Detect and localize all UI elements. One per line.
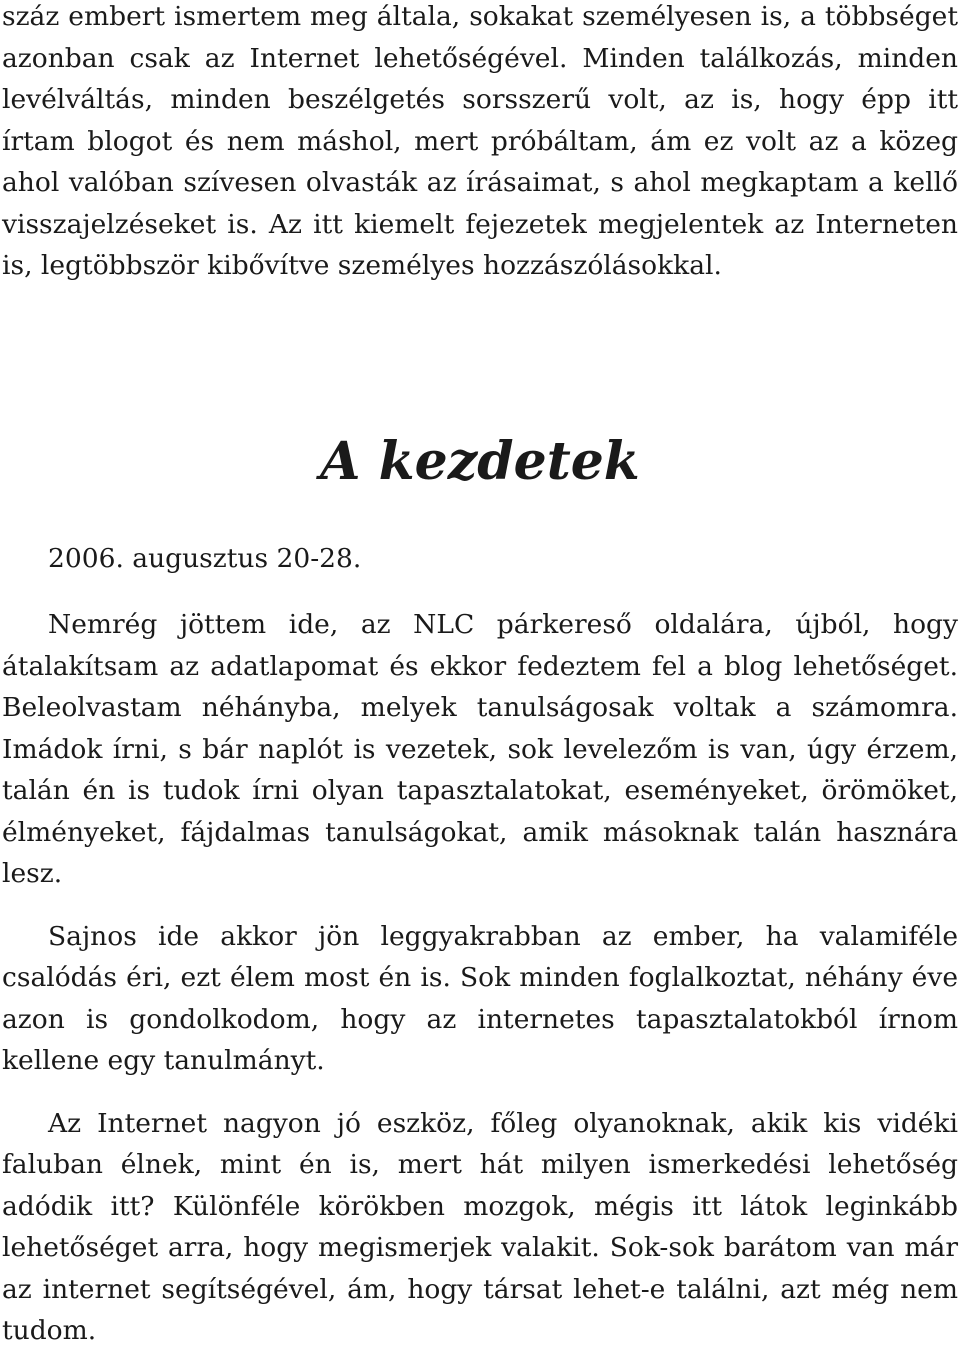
intro-section (2, 0, 958, 287)
body-paragraph-1: Nemrég jöttem ide, az NLC párkereső oldalára, újból, hogy átalakítsam az adatlapomat és ekkor fedeztem fel a blog lehetőséget. Beleolvastam néhányba, melyek tanulságosak voltak a számomra. Imádok írni, s bár naplót is vezetek, sok levelezőm is van, úgy érzem, talán én is tudok írni olyan tapasztalatokat, eseményeket, örömöket, élményeket, fájdalmas tanulságokat, amik másoknak talán hasznára lesz. (2, 609, 958, 889)
body-paragraph-3: Az Internet nagyon jó eszköz, főleg olyanoknak, akik kis vidéki faluban élnek, mint én is, mert hát milyen ismerkedési lehetőség adódik itt? Különféle körökben mozgok, mégis itt látok leginkább lehetőséget arra, hogy megismerjek valakit. Sok-sok barátom van már az internet segítségével, ám, hogy társat lehet-e találni, azt még nem tudom. (2, 1107, 958, 1346)
chapter-title: A kezdetek (320, 431, 640, 492)
chapter-body (2, 604, 958, 1352)
chapter-date: 2006. augusztus 20-28. (48, 543, 362, 574)
body-paragraph-2: Sajnos ide akkor jön leggyakrabban az ember, ha valamiféle csalódás éri, ezt élem most én is. Sok minden foglalkoztat, néhány éve azon is gondolkodom, hogy az internetes tapasztalatokból írnom kellene egy tanulmányt. (2, 920, 958, 1076)
intro-paragraph: száz embert ismertem meg általa, sokakat személyesen is, a többséget azonban csak az Internet lehetőségével. Minden találkozás, minden levélváltás, minden beszélgetés sorsszerű volt, az is, hogy épp itt írtam blogot és nem máshol, mert próbáltam, ám ez volt az a közeg ahol valóban szívesen olvasták az írásaimat, s ahol megkaptam a kellő visszajelzéseket is. Az itt kiemelt fejezetek megjelentek az Interneten is, legtöbbször kibővítve személyes hozzászólásokkal. (2, 1, 958, 281)
